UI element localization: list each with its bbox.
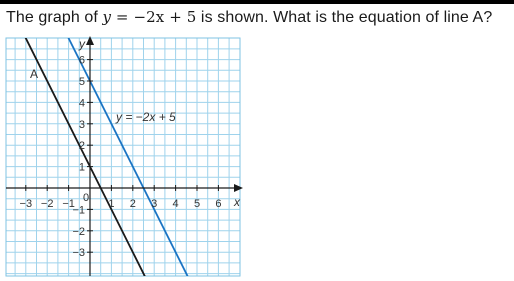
x-tick-label-0: 0 [82,192,90,204]
x-axis-label: x [234,195,240,209]
x-tick-label-3: 3 [151,198,158,210]
x-tick-label-6: 6 [215,198,222,210]
x-axis-arrow [234,184,243,192]
x-tick-label-−3: −3 [19,198,33,210]
y-axis-arrow [86,36,94,45]
question-lead: The graph of [6,9,103,26]
y-tick-label-−3: −3 [72,247,85,260]
grid-border [6,38,240,276]
x-tick-label-4: 4 [172,198,179,210]
blue-line-label: y = −2x + 5 [116,110,176,124]
x-tick-label-2: 2 [129,198,136,210]
y-axis-label: y [79,37,85,51]
y-tick-label-4: 4 [78,97,85,110]
y-tick-label-5: 5 [78,76,85,88]
line-a-label: A [29,67,39,81]
x-tick-label-5: 5 [193,198,201,210]
x-tick-label-−1: −1 [62,198,75,210]
y-tick-label-−1: −1 [72,204,85,217]
x-tick-label-1: 1 [108,198,115,210]
y-tick-label-3: 3 [78,118,85,131]
question-tail: is shown. What is the equation of line A? [196,9,493,26]
x-tick-label-−2: −2 [40,198,54,210]
y-tick-label-1: 1 [78,161,85,174]
question-equation-rhs: = −2x + 5 [111,8,197,26]
y-tick-label-6: 6 [78,54,85,67]
question-equation-var: y [102,8,112,26]
y-tick-label-−2: −2 [72,225,85,238]
grid-lines [6,38,240,276]
y-tick-label-2: 2 [78,140,85,153]
